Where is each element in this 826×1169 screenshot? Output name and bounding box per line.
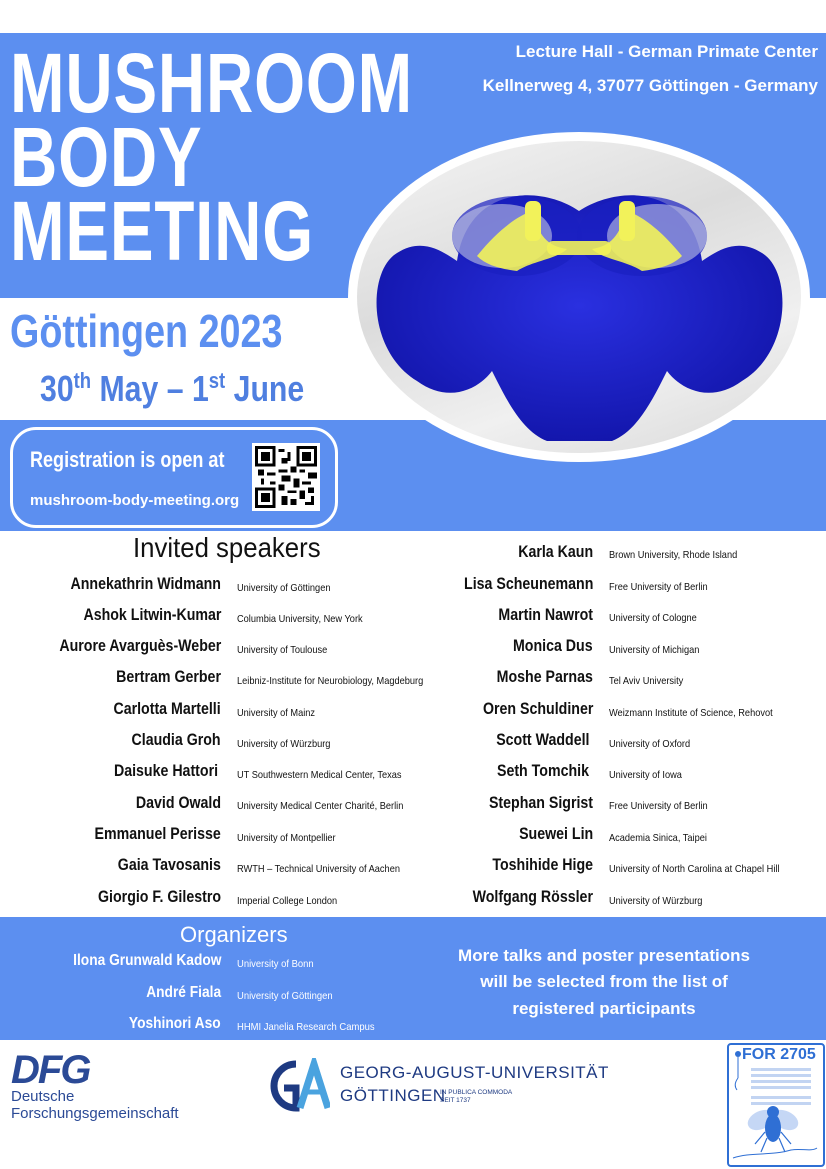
speaker-institution: Academia Sinica, Taipei	[609, 832, 707, 844]
organizers-title: Organizers	[180, 922, 288, 947]
speaker-institution: UT Southwestern Medical Center, Texas	[237, 769, 402, 781]
registration-url[interactable]: mushroom-body-meeting.org	[30, 492, 240, 509]
university-motto: IN PUBLICA COMMODA	[440, 1089, 513, 1096]
speaker-name: Oren Schuldiner	[482, 700, 593, 718]
speaker-institution: University of Montpellier	[237, 832, 336, 844]
speaker-institution: Free University of Berlin	[609, 581, 708, 593]
speaker-name: Stephan Sigrist	[488, 794, 593, 812]
speaker-name: Moshe Parnas	[496, 668, 593, 686]
speaker-institution: Imperial College London	[237, 895, 338, 907]
speaker-institution: University of Cologne	[609, 612, 697, 624]
brain-image	[357, 141, 801, 453]
speaker-name: Scott Waddell	[495, 731, 589, 749]
speaker-institution: Columbia University, New York	[237, 613, 363, 625]
speaker-institution: Weizmann Institute of Science, Rehovot	[609, 707, 773, 719]
organizer-name: Yoshinori Aso	[129, 1015, 221, 1032]
speaker-name: Gaia Tavosanis	[117, 856, 221, 874]
university-name: GEORG-AUGUST-UNIVERSITÄT	[340, 1063, 609, 1082]
speaker-name: Karla Kaun	[518, 543, 593, 561]
organizer-institution: HHMI Janelia Research Campus	[237, 1021, 375, 1033]
speaker-name: Carlotta Martelli	[113, 700, 221, 718]
speaker-institution: University of Iowa	[609, 769, 682, 781]
speaker-institution: Tel Aviv University	[609, 675, 684, 687]
speaker-name: Lisa Scheunemann	[463, 575, 593, 593]
speaker-name: Monica Dus	[513, 637, 593, 655]
fly-illustration-icon	[731, 1048, 819, 1160]
speaker-name: David Owald	[135, 794, 221, 812]
speaker-institution: University of Michigan	[609, 644, 700, 656]
title-line-2: BODY	[10, 110, 203, 204]
dfg-name-line-2: Forschungsgemeinschaft	[11, 1105, 179, 1122]
speaker-institution: University of Würzburg	[237, 738, 331, 750]
speaker-institution: University Medical Center Charité, Berlin	[237, 800, 404, 812]
speaker-name: Ashok Litwin-Kumar	[83, 606, 221, 624]
speaker-name: Emmanuel Perisse	[94, 825, 221, 843]
speaker-institution: Free University of Berlin	[609, 800, 708, 812]
organizer-name: André Fiala	[146, 984, 221, 1001]
speaker-institution: University of Oxford	[609, 738, 691, 750]
organizer-name: Ilona Grunwald Kadow	[72, 952, 221, 969]
speaker-name: Annekathrin Widmann	[70, 575, 221, 593]
speaker-name: Giorgio F. Gilestro	[98, 888, 221, 906]
title-line-3: MEETING	[10, 184, 314, 278]
more-talks-line-3: registered participants	[512, 999, 696, 1018]
speaker-institution: University of Würzburg	[609, 895, 703, 907]
speaker-institution: RWTH – Technical University of Aachen	[237, 863, 400, 875]
qr-code-icon[interactable]	[252, 443, 320, 511]
mushroom-body-brain-illustration	[357, 141, 801, 453]
speaker-name: Wolfgang Rössler	[472, 888, 593, 906]
speaker-name: Claudia Groh	[131, 731, 221, 749]
speaker-name: Daisuke Hattori	[113, 762, 218, 780]
speaker-name: Martin Nawrot	[498, 606, 593, 624]
dfg-name-line-1: Deutsche	[11, 1088, 75, 1105]
speaker-name: Bertram Gerber	[116, 668, 221, 686]
more-talks-line-1: More talks and poster presentations	[458, 946, 750, 965]
university-founded: SEIT 1737	[440, 1097, 471, 1104]
event-dates: 30th May – 1st June	[40, 368, 305, 409]
organizer-institution: University of Bonn	[237, 958, 314, 970]
invited-speakers-title: Invited speakers	[133, 532, 321, 563]
organizer-institution: University of Göttingen	[237, 990, 333, 1002]
speaker-institution: Leibniz-Institute for Neurobiology, Magdeburg	[237, 675, 424, 687]
venue-line-2: Kellnerweg 4, 37077 Göttingen - Germany	[482, 76, 818, 95]
speaker-institution: University of Göttingen	[237, 582, 331, 594]
speaker-name: Toshihide Hige	[492, 856, 593, 874]
speaker-institution: University of Mainz	[237, 707, 316, 719]
speaker-institution: University of Toulouse	[237, 644, 328, 656]
speaker-name: Aurore Avarguès-Weber	[59, 637, 221, 655]
speaker-name: Seth Tomchik	[497, 762, 589, 780]
university-logo-icon	[266, 1058, 330, 1114]
city-year: Göttingen 2023	[10, 305, 283, 357]
dfg-logo: DFG	[11, 1048, 90, 1092]
title-line-1: MUSHROOM	[10, 36, 413, 130]
speaker-institution: Brown University, Rhode Island	[609, 549, 738, 561]
speaker-institution: University of North Carolina at Chapel Hill	[609, 863, 780, 875]
for-2705-label: FOR 2705	[742, 1046, 816, 1063]
university-city: GÖTTINGEN	[340, 1086, 446, 1105]
registration-text: Registration is open at	[30, 447, 225, 472]
speaker-name: Suewei Lin	[518, 825, 593, 843]
venue-line-1: Lecture Hall - German Primate Center	[515, 42, 818, 61]
more-talks-line-2: will be selected from the list of	[480, 972, 728, 991]
